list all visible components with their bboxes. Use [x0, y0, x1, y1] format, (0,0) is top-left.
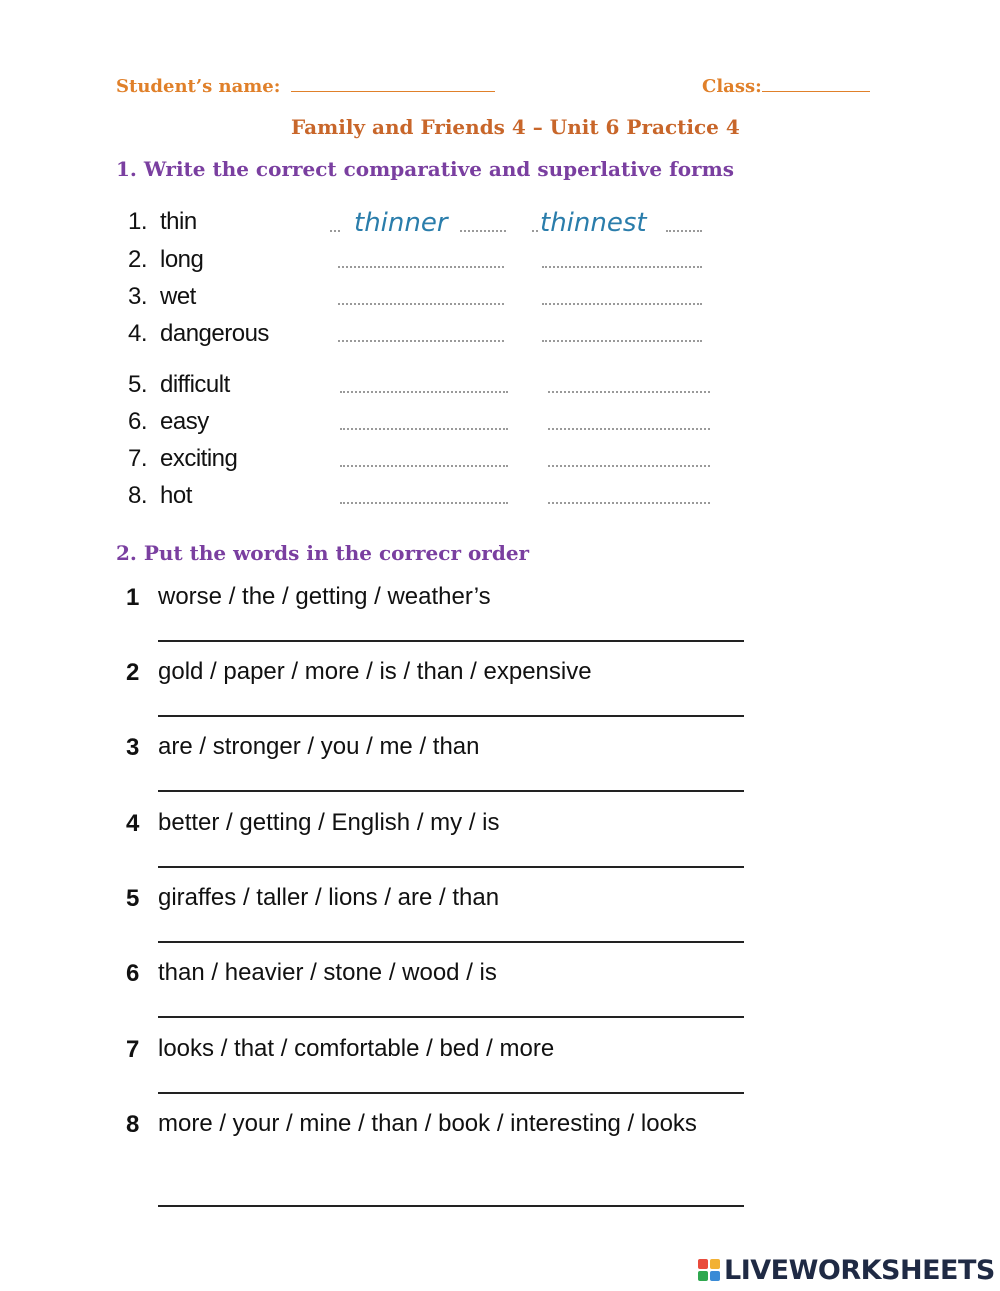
answer-line[interactable] [158, 941, 744, 943]
answer-line[interactable] [158, 640, 744, 642]
answer-line[interactable] [158, 1016, 744, 1018]
comparative-blank[interactable] [340, 428, 508, 430]
page-title: Family and Friends 4 – Unit 6 Practice 4 [291, 115, 740, 139]
answer-line[interactable] [158, 790, 744, 792]
superlative-blank[interactable] [542, 340, 702, 342]
superlative-blank[interactable] [548, 391, 710, 393]
item-number: 8 [126, 1111, 140, 1138]
comparative-blank[interactable] [340, 391, 508, 393]
item-number: 1 [126, 584, 140, 611]
student-name-label-row [116, 76, 495, 97]
logo-mark-icon [698, 1259, 720, 1281]
exercise1-title: 1. Write the correct comparative and superlative forms [116, 157, 734, 181]
answer-line[interactable] [158, 866, 744, 868]
logo-tile-i [710, 1259, 720, 1269]
item-words: better / getting / English / my / is [158, 809, 500, 836]
exercise2-title: 2. Put the words in the correcr order [116, 541, 530, 565]
item-number: 7 [126, 1036, 140, 1063]
item-words: giraffes / taller / lions / are / than [158, 884, 500, 911]
item-word: dangerous [160, 320, 269, 347]
liveworksheets-logo [698, 1253, 995, 1287]
comparative-blank[interactable] [338, 340, 504, 342]
item-word: easy [160, 408, 209, 435]
logo-text: LIVEWORKSHEETS [724, 1254, 995, 1286]
item-words: than / heavier / stone / wood / is [158, 959, 497, 986]
answer-line[interactable] [158, 715, 744, 717]
item-number: 2. [128, 246, 148, 273]
item-number: 6 [126, 960, 140, 987]
list-item [128, 371, 728, 403]
comparative-answer[interactable]: thinner [354, 208, 448, 238]
item-words: gold / paper / more / is / than / expensive [158, 658, 592, 685]
comparative-blank[interactable] [338, 266, 504, 268]
superlative-blank[interactable] [542, 303, 702, 305]
list-item [128, 320, 728, 352]
comparative-blank[interactable] [338, 303, 504, 305]
item-number: 2 [126, 659, 140, 686]
item-number: 6. [128, 408, 148, 435]
superlative-blank[interactable] [548, 465, 710, 467]
list-item [128, 246, 728, 278]
answer-dots [460, 230, 506, 232]
item-number: 1. [128, 208, 148, 235]
answer-line[interactable] [158, 1092, 744, 1094]
item-words: more / your / mine / than / book / interesting / looks [158, 1110, 697, 1137]
student-name-field[interactable] [291, 77, 495, 92]
item-number: 8. [128, 482, 148, 509]
item-words: are / stronger / you / me / than [158, 733, 480, 760]
list-item [128, 482, 728, 514]
item-number: 3. [128, 283, 148, 310]
comparative-blank[interactable] [340, 465, 508, 467]
item-words: worse / the / getting / weather’s [158, 583, 491, 610]
student-name-label: Student’s name: [116, 76, 281, 97]
superlative-blank[interactable] [542, 266, 702, 268]
class-label-row [702, 76, 870, 97]
item-word: wet [160, 283, 196, 310]
item-number: 3 [126, 734, 140, 761]
item-number: 4. [128, 320, 148, 347]
logo-tile-l [698, 1259, 708, 1269]
list-item [128, 445, 728, 477]
item-word: difficult [160, 371, 230, 398]
class-field[interactable] [762, 77, 870, 92]
item-number: 7. [128, 445, 148, 472]
answer-dots [666, 230, 702, 232]
list-item [128, 408, 728, 440]
superlative-blank[interactable] [548, 428, 710, 430]
superlative-answer[interactable]: thinnest [540, 208, 647, 238]
item-word: hot [160, 482, 192, 509]
item-word: thin [160, 208, 197, 235]
item-word: long [160, 246, 204, 273]
list-item [128, 208, 728, 240]
class-label: Class: [702, 76, 762, 97]
superlative-blank[interactable] [548, 502, 710, 504]
answer-dots [532, 230, 538, 232]
logo-tile-e [710, 1271, 720, 1281]
item-number: 5 [126, 885, 140, 912]
item-number: 4 [126, 810, 140, 837]
answer-dots [330, 230, 340, 232]
answer-line[interactable] [158, 1205, 744, 1207]
logo-tile-v [698, 1271, 708, 1281]
item-number: 5. [128, 371, 148, 398]
item-word: exciting [160, 445, 238, 472]
comparative-blank[interactable] [340, 502, 508, 504]
list-item [128, 283, 728, 315]
item-words: looks / that / comfortable / bed / more [158, 1035, 555, 1062]
